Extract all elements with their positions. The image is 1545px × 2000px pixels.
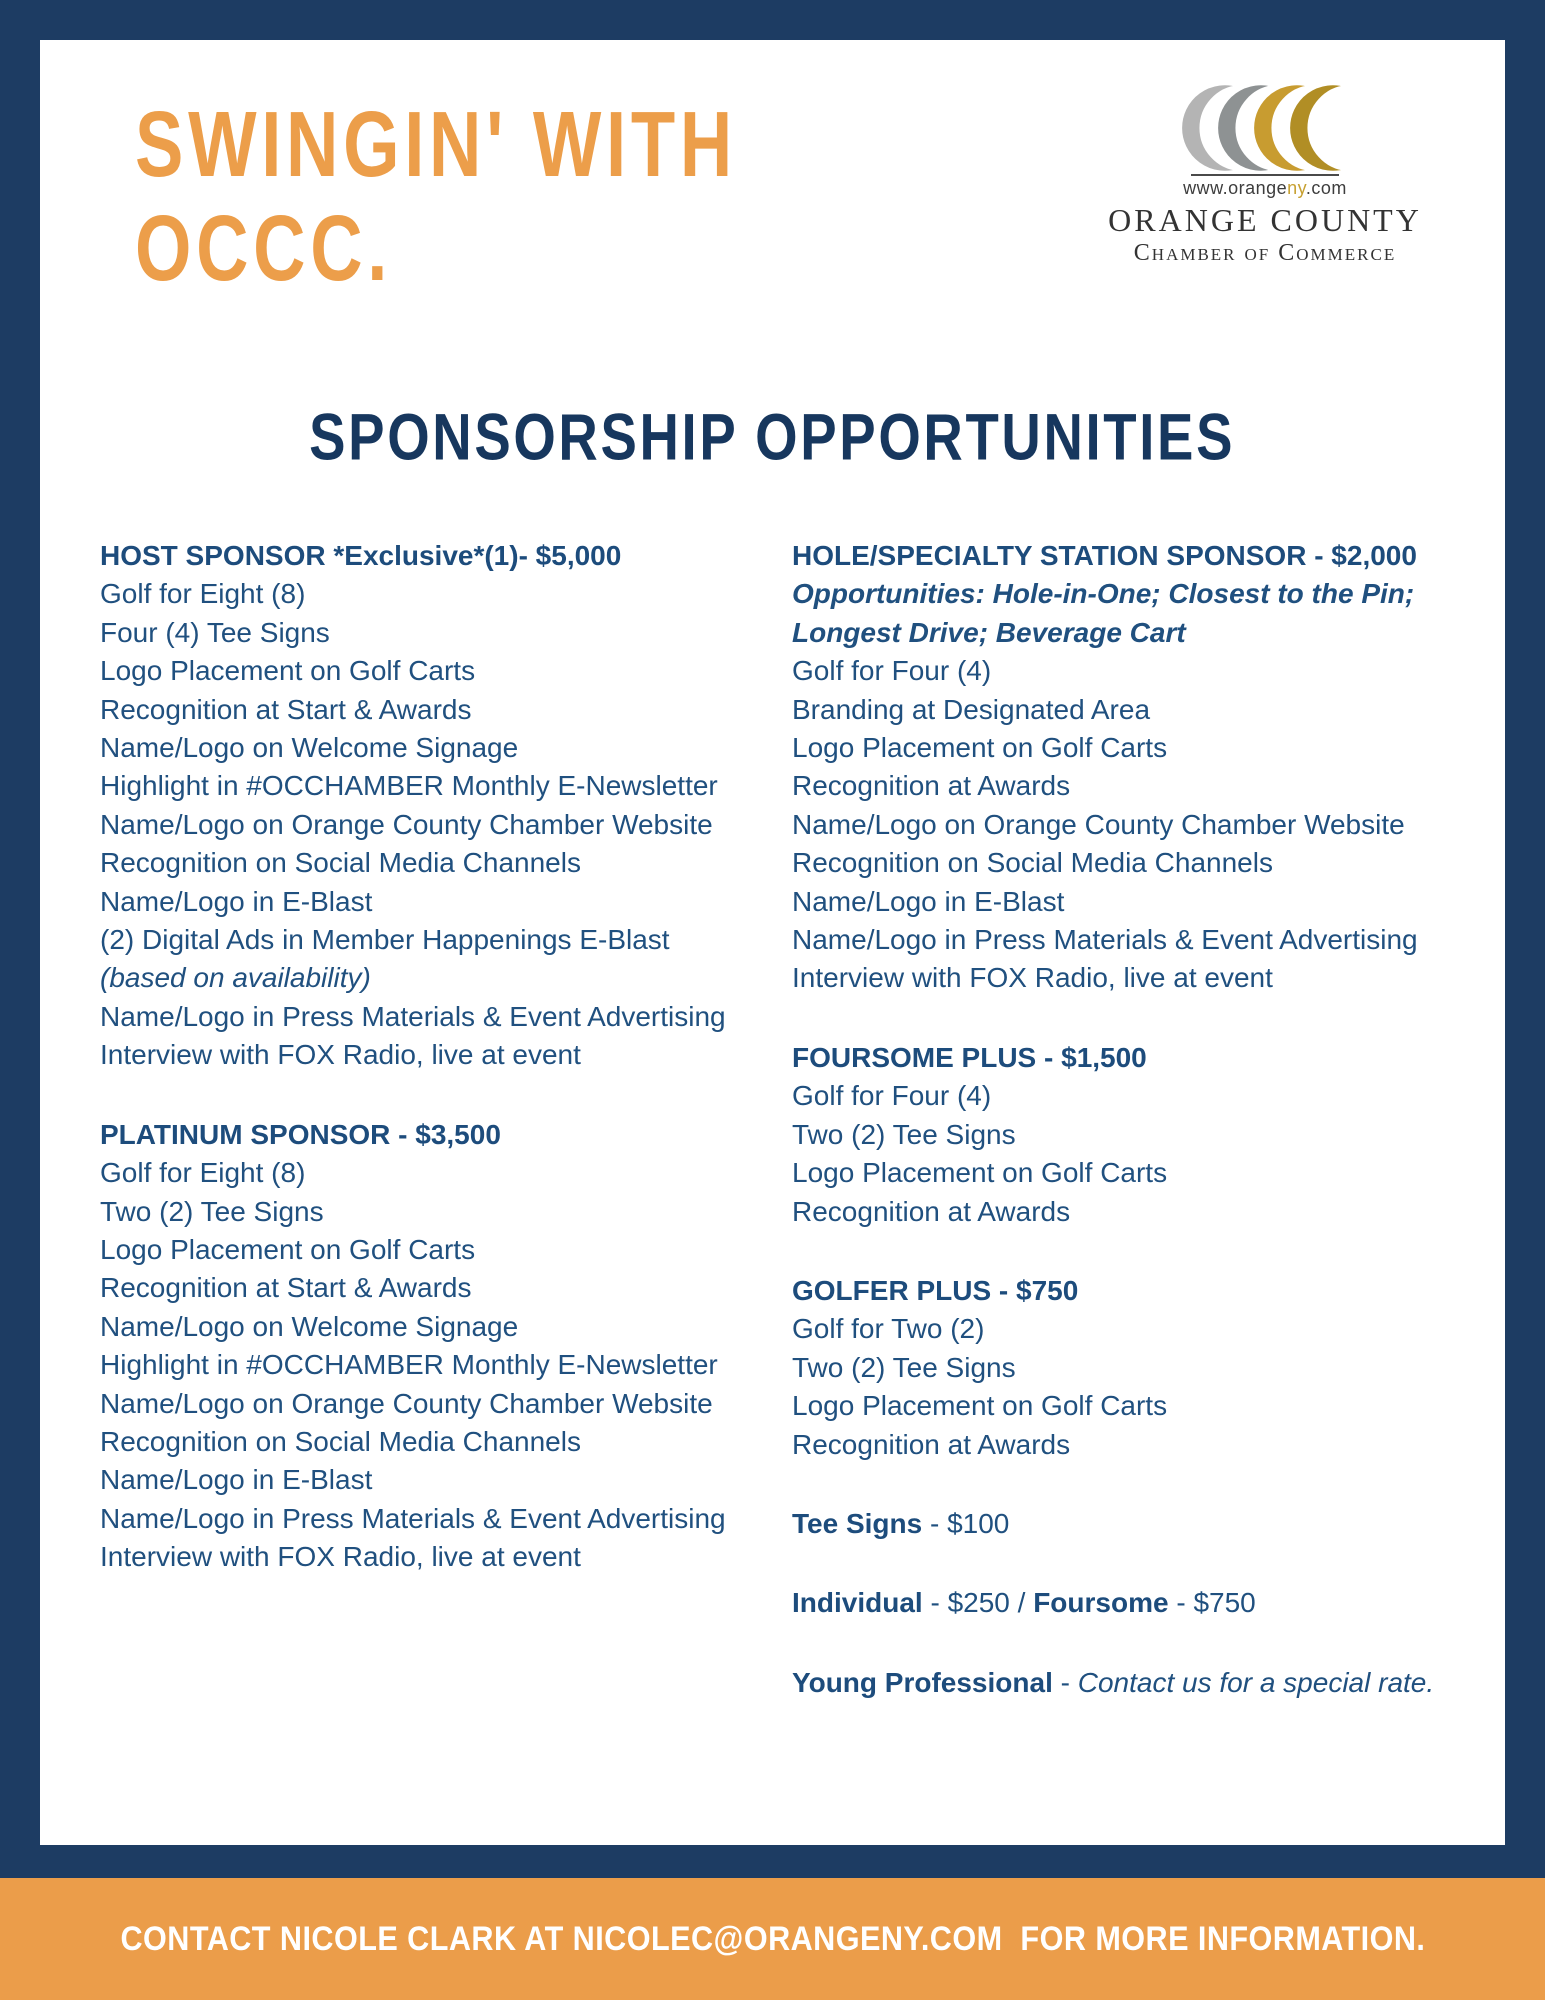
- tier-subheader: Opportunities: Hole-in-One; Closest to the Pin;: [792, 578, 1415, 610]
- section-host-sponsor: [100, 537, 760, 1075]
- benefit-line: Name/Logo in E-Blast: [792, 885, 1065, 917]
- benefit-line: Golf for Four (4): [792, 1080, 992, 1112]
- benefit-line: Recognition on Social Media Channels: [100, 1425, 581, 1457]
- section-platinum-sponsor: [100, 1116, 760, 1577]
- crescents-icon: [1181, 82, 1349, 174]
- event-title-line1: SWINGIN' WITH: [135, 92, 737, 196]
- logo-org-subtitle: Chamber of Commerce: [1133, 240, 1397, 266]
- column-left: [100, 537, 760, 1577]
- tier-header: GOLFER PLUS - $750: [792, 1274, 1079, 1306]
- logo-url-highlight: ny: [1287, 178, 1306, 198]
- price-value: - $250 /: [922, 1587, 1034, 1619]
- event-title-line2: OCCC.: [135, 196, 393, 300]
- price-label: Individual: [792, 1587, 923, 1619]
- price-label: Foursome: [1033, 1587, 1169, 1619]
- benefit-line: Recognition at Awards: [792, 770, 1071, 802]
- benefit-line: Logo Placement on Golf Carts: [100, 655, 476, 687]
- benefit-line: Two (2) Tee Signs: [792, 1118, 1016, 1150]
- benefit-line: Name/Logo in Press Materials & Event Advertising: [100, 1502, 726, 1534]
- benefit-line: Golf for Two (2): [792, 1313, 985, 1345]
- benefit-line: Interview with FOX Radio, live at event: [100, 1541, 581, 1573]
- price-value: - $100: [922, 1507, 1010, 1539]
- logo-url-suffix: .com: [1305, 178, 1347, 198]
- page-heading-wrap: [40, 400, 1505, 475]
- benefit-line: Logo Placement on Golf Carts: [100, 1233, 476, 1265]
- benefit-line: Name/Logo in Press Materials & Event Advertising: [792, 924, 1418, 956]
- logo-org-name: ORANGE COUNTY: [1108, 202, 1422, 238]
- benefit-line: Recognition at Awards: [792, 1428, 1071, 1460]
- benefit-line: Two (2) Tee Signs: [100, 1195, 324, 1227]
- benefit-line: Recognition at Awards: [792, 1195, 1071, 1227]
- column-right: [792, 537, 1492, 1702]
- benefit-line: Name/Logo on Welcome Signage: [100, 1310, 519, 1342]
- chamber-logo: [1098, 74, 1432, 266]
- price-line-tee-signs: [792, 1505, 1492, 1543]
- tier-subheader: Longest Drive; Beverage Cart: [792, 616, 1186, 648]
- benefit-line: Golf for Four (4): [792, 655, 992, 687]
- benefit-line: Name/Logo on Orange County Chamber Website: [100, 808, 713, 840]
- price-separator: -: [1052, 1666, 1078, 1698]
- benefit-line: Interview with FOX Radio, live at event: [792, 962, 1273, 994]
- benefit-line: Recognition on Social Media Channels: [100, 847, 581, 879]
- benefit-line: Four (4) Tee Signs: [100, 616, 330, 648]
- price-value: - $750: [1168, 1587, 1256, 1619]
- benefit-line: Name/Logo on Orange County Chamber Website: [100, 1387, 713, 1419]
- price-line-individual-foursome: [792, 1584, 1492, 1622]
- content-area: [40, 40, 1505, 1845]
- logo-url: [1098, 177, 1432, 199]
- benefit-line: Highlight in #OCCHAMBER Monthly E-Newsletter: [100, 1349, 718, 1381]
- footer-bar: [0, 1878, 1545, 2000]
- benefit-line: Highlight in #OCCHAMBER Monthly E-Newsletter: [100, 770, 718, 802]
- benefit-line: (2) Digital Ads in Member Happenings E-Blast: [100, 924, 670, 956]
- benefit-line: Name/Logo in E-Blast: [100, 885, 373, 917]
- section-hole-specialty-sponsor: [792, 537, 1492, 998]
- benefit-line: Logo Placement on Golf Carts: [792, 732, 1168, 764]
- tier-header: HOST SPONSOR *Exclusive*(1)- $5,000: [100, 540, 622, 571]
- benefit-line: Recognition at Start & Awards: [100, 1272, 472, 1304]
- benefit-line: Name/Logo in E-Blast: [100, 1464, 373, 1496]
- tier-header: HOLE/SPECIALTY STATION SPONSOR - $2,000: [792, 540, 1417, 571]
- tier-header: PLATINUM SPONSOR - $3,500: [100, 1118, 501, 1150]
- benefit-line: Branding at Designated Area: [792, 693, 1151, 725]
- section-foursome-plus: [792, 1039, 1492, 1231]
- price-note: Contact us for a special rate.: [1077, 1666, 1435, 1698]
- benefit-line: Two (2) Tee Signs: [792, 1351, 1016, 1383]
- benefit-line: Logo Placement on Golf Carts: [792, 1157, 1168, 1189]
- price-line-young-professional: [792, 1664, 1492, 1702]
- benefit-line: Golf for Eight (8): [100, 578, 306, 610]
- price-label: Tee Signs: [792, 1507, 923, 1539]
- logo-url-prefix: www.orange: [1183, 178, 1288, 198]
- benefit-line: Name/Logo on Welcome Signage: [100, 732, 519, 764]
- price-label: Young Professional: [792, 1666, 1053, 1698]
- benefit-line: Recognition at Start & Awards: [100, 693, 472, 725]
- event-title: [135, 92, 737, 300]
- benefit-line: Recognition on Social Media Channels: [792, 847, 1273, 879]
- benefit-line-note: (based on availability): [100, 962, 371, 994]
- page-heading: SPONSORSHIP OPPORTUNITIES: [309, 401, 1236, 475]
- tier-header: FOURSOME PLUS - $1,500: [792, 1041, 1147, 1073]
- section-golfer-plus: [792, 1272, 1492, 1464]
- benefit-line: Name/Logo on Orange County Chamber Website: [792, 808, 1405, 840]
- benefit-line: Interview with FOX Radio, live at event: [100, 1039, 581, 1071]
- benefit-line: Name/Logo in Press Materials & Event Advertising: [100, 1000, 726, 1032]
- footer-contact-text: CONTACT NICOLE CLARK AT NICOLEC@ORANGENY.COM FOR MORE INFORMATION.: [120, 1919, 1425, 1958]
- benefit-line: Golf for Eight (8): [100, 1157, 306, 1189]
- logo-divider: [1191, 174, 1339, 176]
- benefit-line: Logo Placement on Golf Carts: [792, 1390, 1168, 1422]
